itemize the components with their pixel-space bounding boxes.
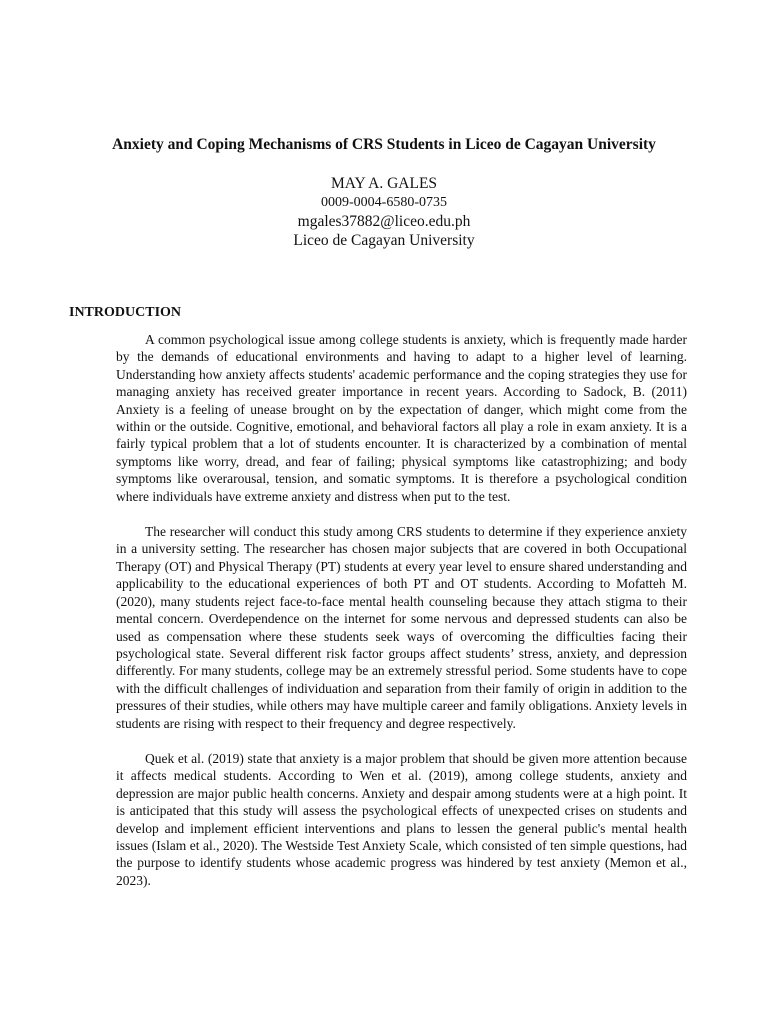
author-affiliation: Liceo de Cagayan University <box>293 232 475 249</box>
author-email: mgales37882@liceo.edu.ph <box>297 213 471 230</box>
author-name: MAY A. GALES <box>330 175 438 192</box>
author-orcid: 0009-0004-6580-0735 <box>321 195 447 210</box>
paragraph: The researcher will conduct this study among CRS students to determine if they experience anxiety in a university setting. The researcher has chosen major subjects that are covered in both Occupational Therapy (OT) and Physical Therapy (PT) students at every year level to ensure shared understanding and applicability to the educational experiences of both PT and OT students. According to Mofatteh M. (2020), many students reject face-to-face mental health counseling because they attach stigma to their mental concern. Overdependence on the internet for some nervous and depressed students can also be used as compensation where these students seek ways of overcoming the difficulties facing their psychological state. Several different risk factor groups affect students’ stress, anxiety, and depression differently. For many students, college may be an extremely stressful period. Some students have to cope with the difficult challenges of individuation and separation from their family of origin in addition to the pressures of their studies, while others may have multiple career and family obligations. Anxiety levels in students are rising with respect to their frequency and degree respectively. <box>116 524 687 731</box>
paragraph: Quek et al. (2019) state that anxiety is a major problem that should be given more attention because it affects medical students. According to Wen et al. (2019), among college students, anxiety and depression are major public health concerns. Anxiety and despair among students were at a high point. It is anticipated that this study will assess the psychological effects of unexpected crises on students and develop and implement efficient interventions and plans to lessen the general public's mental health issues (Islam et al., 2020). The Westside Test Anxiety Scale, which consisted of ten simple questions, had the purpose to identify students whose academic progress was hindered by test anxiety (Memon et al., 2023). <box>116 750 687 888</box>
author-block <box>0 174 768 250</box>
paragraph: A common psychological issue among college students is anxiety, which is frequently made harder by the demands of educational environments and having to adapt to a higher level of learning. Understanding how anxiety affects students' academic performance and the coping strategies they use for managing anxiety has received greater importance in recent years. According to Sadock, B. (2011) Anxiety is a feeling of unease brought on by the expectation of danger, which might come from the within or the outside. Cognitive, emotional, and behavioral factors all play a role in exam anxiety. It is a fairly typical problem that a lot of students encounter. It is characterized by a combination of mental symptoms like worry, dread, and fear of failing; physical symptoms like catastrophizing; and body symptoms like overarousal, tension, and somatic symptoms. It is therefore a psychological condition where individuals have extreme anxiety and distress when put to the test. <box>116 332 687 504</box>
introduction-body <box>116 331 687 907</box>
section-heading-introduction: INTRODUCTION <box>69 305 182 320</box>
paper-title: Anxiety and Coping Mechanisms of CRS Students in Liceo de Cagayan University <box>112 136 656 153</box>
